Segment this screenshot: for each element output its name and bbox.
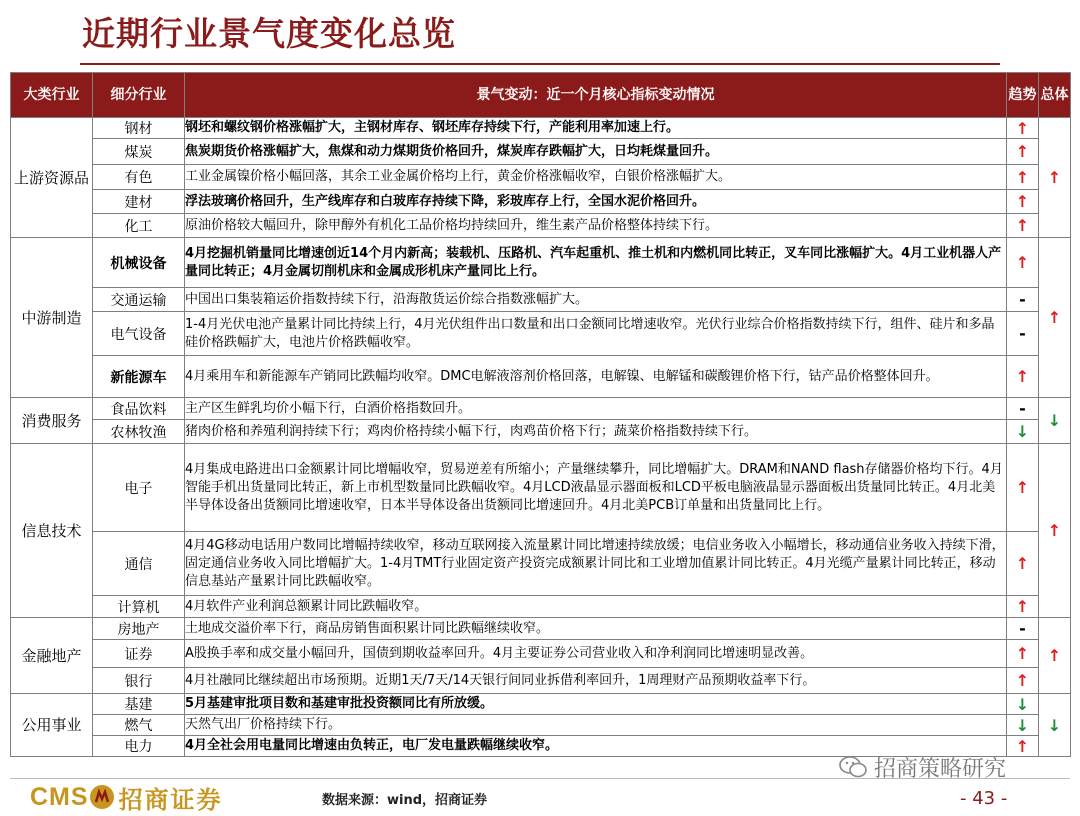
table-row <box>11 312 1071 356</box>
subcategory-cell: 银行 <box>93 668 185 694</box>
description-cell: 天然气出厂价格持续下行。 <box>185 715 1007 736</box>
header-description: 景气变动：近一个月核心指标变动情况 <box>185 73 1007 118</box>
table-row <box>11 596 1071 618</box>
trend-cell: - <box>1007 288 1039 312</box>
table-row <box>11 214 1071 238</box>
description-cell: 浮法玻璃价格回升，生产线库存和白玻库存持续下降，彩玻库存上行，全国水泥价格回升。 <box>185 190 1007 214</box>
trend-cell: ↓ <box>1007 694 1039 715</box>
trend-cell: ↑ <box>1007 214 1039 238</box>
watermark-text: 招商策略研究 <box>874 756 1007 782</box>
table-row <box>11 165 1071 190</box>
header-overall: 总体 <box>1039 73 1071 118</box>
header-trend: 趋势 <box>1007 73 1039 118</box>
table-row <box>11 640 1071 668</box>
trend-cell: ↑ <box>1007 596 1039 618</box>
wechat-watermark <box>838 752 1006 782</box>
description-cell: 工业金属镍价格小幅回落，其余工业金属价格均上行，黄金价格涨幅收窄，白银价格涨幅扩大。 <box>185 165 1007 190</box>
subcategory-cell: 通信 <box>93 532 185 596</box>
table-row <box>11 288 1071 312</box>
subcategory-cell: 燃气 <box>93 715 185 736</box>
overall-cell: ↑ <box>1039 618 1071 694</box>
trend-cell: ↑ <box>1007 640 1039 668</box>
description-cell: 猪肉价格和养殖利润持续下行；鸡肉价格持续小幅下行，肉鸡苗价格下行；蔬菜价格指数持续下行。 <box>185 420 1007 444</box>
subcategory-cell: 钢材 <box>93 118 185 139</box>
table-row <box>11 444 1071 532</box>
description-cell: 4月乘用车和新能源车产销同比跌幅均收窄。DMC电解液溶剂价格回落，电解镍、电解锰和碳酸锂价格下行，钴产品价格整体回升。 <box>185 356 1007 398</box>
category-cell: 信息技术 <box>11 444 93 618</box>
subcategory-cell: 电气设备 <box>93 312 185 356</box>
table-header <box>11 73 1071 118</box>
trend-cell: ↑ <box>1007 165 1039 190</box>
description-cell: 4月社融同比继续超出市场预期。近期1天/7天/14天银行间同业拆借利率回升，1周理财产品预期收益率下行。 <box>185 668 1007 694</box>
trend-cell: ↑ <box>1007 238 1039 288</box>
table-row <box>11 118 1071 139</box>
title-divider <box>80 63 1000 65</box>
subcategory-cell: 食品饮料 <box>93 398 185 420</box>
subcategory-cell: 房地产 <box>93 618 185 640</box>
trend-cell: ↑ <box>1007 356 1039 398</box>
trend-cell: ↑ <box>1007 139 1039 165</box>
table-row <box>11 190 1071 214</box>
overall-cell: ↓ <box>1039 398 1071 444</box>
table-row <box>11 532 1071 596</box>
description-cell: 4月集成电路进出口金额累计同比增幅收窄，贸易逆差有所缩小；产量继续攀升，同比增幅扩大。DRAM和NAND flash存储器价格均下行。4月智能手机出货量同比转正，新上市机型数量同比跌幅收窄。4月LCD液晶显示器面板和LCD平板电脑液晶显示器面板出货量同比转正。4月北美半导体设备出货额同比增速收窄，日本半导体设备出货额同比增速回升。4月北美PCB订单量和出货量同比上行。 <box>185 444 1007 532</box>
category-cell: 中游制造 <box>11 238 93 398</box>
trend-cell: ↑ <box>1007 444 1039 532</box>
description-cell: 4月4G移动电话用户数同比增幅持续收窄，移动互联网接入流量累计同比增速持续放缓；电信业务收入小幅增长，移动通信业务收入持续下滑，固定通信业务收入同比增幅扩大。1-4月TMT行业固定资产投资完成额累计同比和工业增加值累计同比转正。4月光缆产量累计同比转正，移动信息基站产量累计同比跌幅收窄。 <box>185 532 1007 596</box>
subcategory-cell: 计算机 <box>93 596 185 618</box>
description-cell: 中国出口集装箱运价指数持续下行，沿海散货运价综合指数涨幅扩大。 <box>185 288 1007 312</box>
description-cell: 4月全社会用电量同比增速由负转正，电厂发电量跌幅继续收窄。 <box>185 736 1007 757</box>
subcategory-cell: 建材 <box>93 190 185 214</box>
cms-logo <box>30 782 223 812</box>
trend-cell: - <box>1007 312 1039 356</box>
subcategory-cell: 证券 <box>93 640 185 668</box>
overall-cell: ↑ <box>1039 444 1071 618</box>
trend-cell: ↑ <box>1007 668 1039 694</box>
subcategory-cell: 新能源车 <box>93 356 185 398</box>
overall-cell: ↑ <box>1039 238 1071 398</box>
subcategory-cell: 化工 <box>93 214 185 238</box>
overall-cell: ↑ <box>1039 118 1071 238</box>
page-title: 近期行业景气度变化总览 <box>82 14 456 53</box>
subcategory-cell: 煤炭 <box>93 139 185 165</box>
subcategory-cell: 电子 <box>93 444 185 532</box>
category-cell: 消费服务 <box>11 398 93 444</box>
description-cell: 原油价格较大幅回升，除甲醇外有机化工品价格均持续回升，维生素产品价格整体持续下行。 <box>185 214 1007 238</box>
subcategory-cell: 农林牧渔 <box>93 420 185 444</box>
subcategory-cell: 机械设备 <box>93 238 185 288</box>
description-cell: 焦炭期货价格涨幅扩大，焦煤和动力煤期货价格回升，煤炭库存跌幅扩大，日均耗煤量回升。 <box>185 139 1007 165</box>
table-row <box>11 238 1071 288</box>
industry-table <box>10 72 1071 757</box>
trend-cell: - <box>1007 398 1039 420</box>
description-cell: 主产区生鲜乳均价小幅下行，白酒价格指数回升。 <box>185 398 1007 420</box>
description-cell: 4月软件产业利润总额累计同比跌幅收窄。 <box>185 596 1007 618</box>
subcategory-cell: 电力 <box>93 736 185 757</box>
wechat-icon <box>838 755 868 779</box>
category-cell: 金融地产 <box>11 618 93 694</box>
logo-latin-text: CMS <box>30 782 89 811</box>
header-category: 大类行业 <box>11 73 93 118</box>
description-cell: 1-4月光伏电池产量累计同比持续上行，4月光伏组件出口数量和出口金额同比增速收窄。光伏行业综合价格指数持续下行，组件、硅片和多晶硅价格跌幅扩大，电池片价格跌幅收窄。 <box>185 312 1007 356</box>
trend-cell: ↑ <box>1007 532 1039 596</box>
overall-cell: ↓ <box>1039 694 1071 757</box>
table-row <box>11 139 1071 165</box>
description-cell: 5月基建审批项目数和基建审批投资额同比有所放缓。 <box>185 694 1007 715</box>
header-subcategory: 细分行业 <box>93 73 185 118</box>
description-cell: 4月挖掘机销量同比增速创近14个月内新高；装载机、压路机、汽车起重机、推土机和内燃机同比转正，叉车同比涨幅扩大。4月工业机器人产量同比转正；4月金属切削机床和金属成形机床产量同比上行。 <box>185 238 1007 288</box>
trend-cell: ↓ <box>1007 715 1039 736</box>
subcategory-cell: 基建 <box>93 694 185 715</box>
logo-chinese-text: 招商证券 <box>118 784 223 814</box>
table-row <box>11 715 1071 736</box>
description-cell: 钢坯和螺纹钢价格涨幅扩大，主钢材库存、钢坯库存持续下行，产能利用率加速上行。 <box>185 118 1007 139</box>
category-cell: 公用事业 <box>11 694 93 757</box>
trend-cell: ↑ <box>1007 190 1039 214</box>
trend-cell: ↑ <box>1007 118 1039 139</box>
description-cell: 土地成交溢价率下行，商品房销售面积累计同比跌幅继续收窄。 <box>185 618 1007 640</box>
subcategory-cell: 交通运输 <box>93 288 185 312</box>
data-source-note: 数据来源：wind，招商证券 <box>322 793 488 808</box>
table-row <box>11 668 1071 694</box>
page-number: - 43 - <box>960 788 1008 809</box>
table-row <box>11 694 1071 715</box>
table-row <box>11 618 1071 640</box>
subcategory-cell: 有色 <box>93 165 185 190</box>
trend-cell: ↑ <box>1007 736 1039 757</box>
table-row <box>11 420 1071 444</box>
category-cell: 上游资源品 <box>11 118 93 238</box>
description-cell: A股换手率和成交量小幅回升，国债到期收益率回升。4月主要证券公司营业收入和净利润同比增速明显改善。 <box>185 640 1007 668</box>
table-row <box>11 356 1071 398</box>
trend-cell: ↓ <box>1007 420 1039 444</box>
table-row <box>11 398 1071 420</box>
logo-emblem-icon <box>89 784 115 810</box>
trend-cell: - <box>1007 618 1039 640</box>
